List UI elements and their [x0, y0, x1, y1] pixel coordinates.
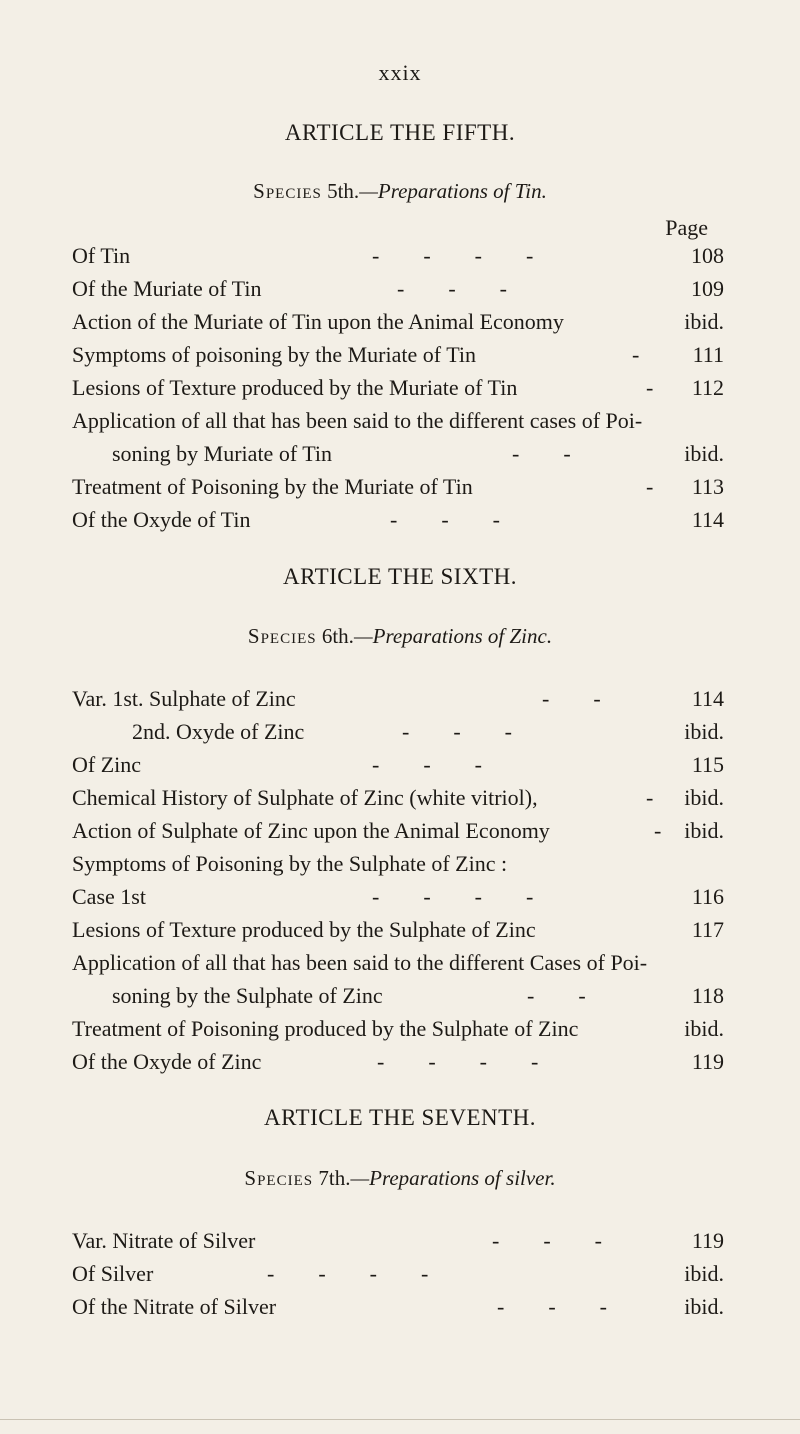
- species-line-seventh: [0, 1166, 800, 1191]
- entry-page: 114: [691, 686, 724, 711]
- entry-text: Action of Sulphate of Zinc upon the Animal Economy: [72, 818, 550, 843]
- entry-text: soning by the Sulphate of Zinc: [112, 983, 383, 1008]
- entry-text: Lesions of Texture produced by the Muriate of Tin: [72, 375, 518, 400]
- entry-page: 113: [691, 474, 724, 499]
- leader-dashes: - - -: [492, 1228, 602, 1253]
- entry-text: Var. Nitrate of Silver: [72, 1228, 256, 1253]
- species-line-sixth: [0, 624, 800, 649]
- leader-dashes: - - -: [402, 719, 512, 744]
- entry-text: Of the Oxyde of Tin: [72, 507, 251, 532]
- article-heading-fifth: ARTICLE THE FIFTH.: [284, 120, 516, 145]
- entry-page: ibid.: [684, 785, 724, 810]
- entry-text: Var. 1st. Sulphate of Zinc: [72, 686, 296, 711]
- leader-dashes: - - - -: [372, 884, 534, 909]
- entry-page: 119: [691, 1049, 724, 1074]
- entry-page: ibid.: [684, 309, 724, 334]
- leader-dashes: - - - -: [267, 1261, 429, 1286]
- entry-text: Of Silver: [72, 1261, 154, 1286]
- entry-page: ibid.: [684, 719, 724, 744]
- entry-text: Lesions of Texture produced by the Sulphate of Zinc: [72, 917, 536, 942]
- species-label: Species: [253, 179, 322, 203]
- entry-text: Application of all that has been said to the different Cases of Poi-: [72, 950, 648, 975]
- leader-dashes: - - -: [372, 752, 482, 777]
- entry-page: ibid.: [684, 1294, 724, 1319]
- entry-page: ibid.: [684, 1016, 724, 1041]
- entry-text: Chemical History of Sulphate of Zinc (white vitriol),: [72, 785, 538, 810]
- entry-page: ibid.: [684, 441, 724, 466]
- species-title: —Preparations of Zinc.: [353, 624, 553, 648]
- entry-text: 2nd. Oxyde of Zinc: [132, 719, 305, 744]
- leader-dashes: - -: [512, 441, 571, 466]
- leader-dashes: -: [632, 342, 640, 367]
- entry-page: 119: [691, 1228, 724, 1253]
- leader-dashes: -: [646, 785, 654, 810]
- leader-dashes: -: [654, 818, 662, 843]
- species-title: —Preparations of silver.: [350, 1166, 556, 1190]
- entry-text: Action of the Muriate of Tin upon the Animal Economy: [72, 309, 564, 334]
- entry-text: Treatment of Poisoning produced by the Sulphate of Zinc: [72, 1016, 579, 1041]
- species-number: 5th.: [327, 179, 360, 203]
- entry-text: Symptoms of Poisoning by the Sulphate of Zinc :: [72, 851, 508, 876]
- species-number: 7th.: [318, 1166, 351, 1190]
- species-title: —Preparations of Tin.: [359, 179, 547, 203]
- leader-dashes: -: [646, 474, 654, 499]
- entry-text: Treatment of Poisoning by the Muriate of Tin: [72, 474, 473, 499]
- entry-text: Of the Oxyde of Zinc: [72, 1049, 262, 1074]
- entry-page: 108: [691, 243, 724, 268]
- entry-page: 111: [692, 342, 724, 367]
- entry-page: 112: [691, 375, 724, 400]
- leader-dashes: - - - -: [377, 1049, 539, 1074]
- entry-page: ibid.: [684, 818, 724, 843]
- leader-dashes: - -: [527, 983, 586, 1008]
- entry-text: Of the Nitrate of Silver: [72, 1294, 277, 1319]
- page-column-heading: Page: [665, 215, 708, 240]
- entry-text: Of Tin: [72, 243, 131, 268]
- leader-dashes: - - -: [397, 276, 507, 301]
- leader-dashes: - -: [542, 686, 601, 711]
- entry-text: Of the Muriate of Tin: [72, 276, 262, 301]
- article-heading-seventh: ARTICLE THE SEVENTH.: [263, 1105, 537, 1130]
- species-label: Species: [244, 1166, 314, 1190]
- species-line-fifth: [0, 179, 800, 204]
- entry-text: Symptoms of poisoning by the Muriate of Tin: [72, 342, 476, 367]
- leader-dashes: - - -: [497, 1294, 607, 1319]
- entry-text: Of Zinc: [72, 752, 142, 777]
- folio-number: xxix: [378, 60, 422, 85]
- entry-page: 115: [691, 752, 724, 777]
- entry-text: soning by Muriate of Tin: [112, 441, 333, 466]
- page-edge-line: [0, 1419, 800, 1420]
- species-number: 6th.: [321, 624, 354, 648]
- entry-page: 109: [691, 276, 724, 301]
- entry-page: ibid.: [684, 1261, 724, 1286]
- article-heading-sixth: ARTICLE THE SIXTH.: [283, 564, 517, 589]
- species-label: Species: [247, 624, 317, 648]
- leader-dashes: - - - -: [372, 243, 534, 268]
- entry-page: 114: [691, 507, 724, 532]
- entry-page: 116: [691, 884, 724, 909]
- entry-text: Application of all that has been said to the different cases of Poi-: [72, 408, 643, 433]
- entry-text: Case 1st: [72, 884, 146, 909]
- leader-dashes: - - -: [390, 507, 500, 532]
- entry-page: 117: [691, 917, 724, 942]
- leader-dashes: -: [646, 375, 654, 400]
- entry-page: 118: [691, 983, 724, 1008]
